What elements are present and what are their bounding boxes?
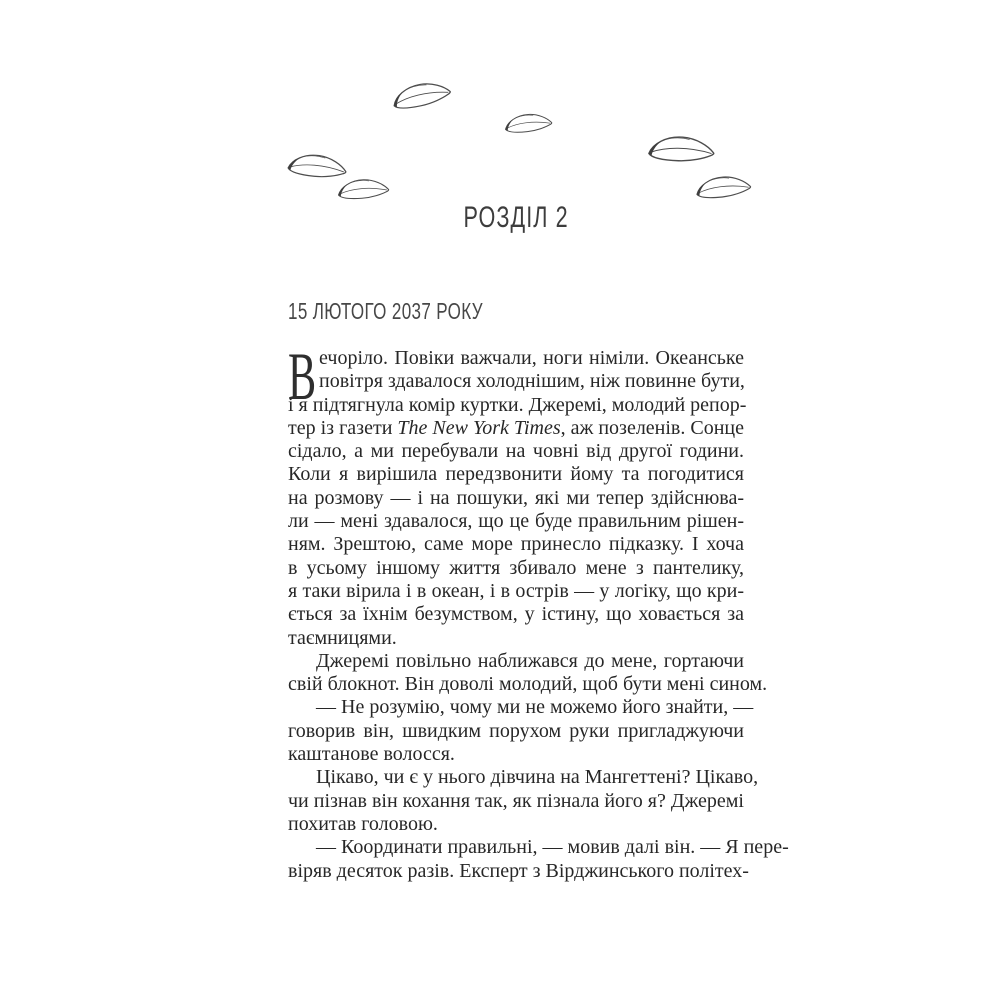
- chapter-title-text: РОЗДІЛ 2: [463, 201, 569, 234]
- text-line: каштанове волосся.: [288, 743, 455, 766]
- leaf-sketch-icon: [388, 74, 455, 116]
- text-segment: тер із газети: [288, 416, 398, 439]
- leaf-sketch-icon: [502, 108, 554, 137]
- text-line: — Не розумію, чому ми не можемо його знайти, —: [316, 696, 754, 719]
- paragraph-3-dialogue: [288, 696, 754, 766]
- leaf-sketch-icon: [335, 174, 391, 204]
- paragraph-1: [288, 338, 747, 650]
- text-line: ється за їхнім безумством, у істину, що ховається за: [288, 603, 744, 626]
- text-line: чи пізнав він кохання так, як пізнала його я? Джеремі: [288, 789, 744, 812]
- text-line: ням. Зрештою, саме море принесло підказку. І хоча: [288, 533, 744, 556]
- text-line: — Координати правильні, — мовив далі він. — Я пере-: [316, 836, 789, 859]
- text-line: повітря здавалося холоднішим, ніж повинне бути,: [319, 370, 745, 393]
- italic-title-segment: The New York Times: [397, 416, 561, 439]
- text-line: похитав головою.: [288, 812, 438, 835]
- paragraph-2: [288, 649, 768, 697]
- text-line: я таки вірила і в океан, і в острів — у логіку, що кри-: [288, 579, 744, 602]
- paragraph-5-dialogue: [288, 836, 789, 883]
- text-line: Джеремі повільно наближався до мене, гортаючи: [316, 649, 744, 672]
- text-line: на розмову — і на пошуки, які ми тепер здійснюва-: [288, 486, 744, 509]
- text-segment: , аж позеленів. Сонце: [560, 416, 745, 439]
- leaf-sketch-icon: [693, 170, 754, 204]
- text-line: Цікаво, чи є у нього дівчина на Мангеттені? Цікаво,: [316, 766, 759, 789]
- text-line: і я підтягнула комір куртки. Джеремі, молодий репор-: [288, 393, 747, 416]
- text-line: свій блокнот. Він доволі молодий, щоб бути мені сином.: [288, 673, 768, 696]
- body-text: [288, 338, 789, 883]
- text-line: сідало, а ми перебували на човні від другої години.: [288, 440, 744, 463]
- leaf-sketch-icon: [644, 132, 717, 166]
- date-heading: [288, 299, 551, 324]
- chapter-title: [288, 201, 744, 235]
- text-line: [288, 417, 744, 440]
- text-line: в усьому іншому життя збивало мене з пантелику,: [288, 556, 744, 579]
- text-line: ечоріло. Повіки важчали, ноги німіли. Океанське: [319, 347, 744, 369]
- drop-cap: В: [288, 338, 317, 414]
- text-line: таємницями.: [288, 626, 397, 649]
- text-line: говорив він, швидким порухом руки пригладжуючи: [288, 719, 744, 742]
- text-line: ли — мені здавалося, що це буде правильним рішен-: [288, 510, 744, 533]
- date-heading-text: 15 ЛЮТОГО 2037 РОКУ: [288, 298, 483, 324]
- text-line: віряв десяток разів. Експерт з Вірджинського політех-: [288, 859, 749, 882]
- paragraph-4: [288, 766, 759, 836]
- text-line: Коли я вирішила передзвонити йому та погодитися: [288, 463, 744, 486]
